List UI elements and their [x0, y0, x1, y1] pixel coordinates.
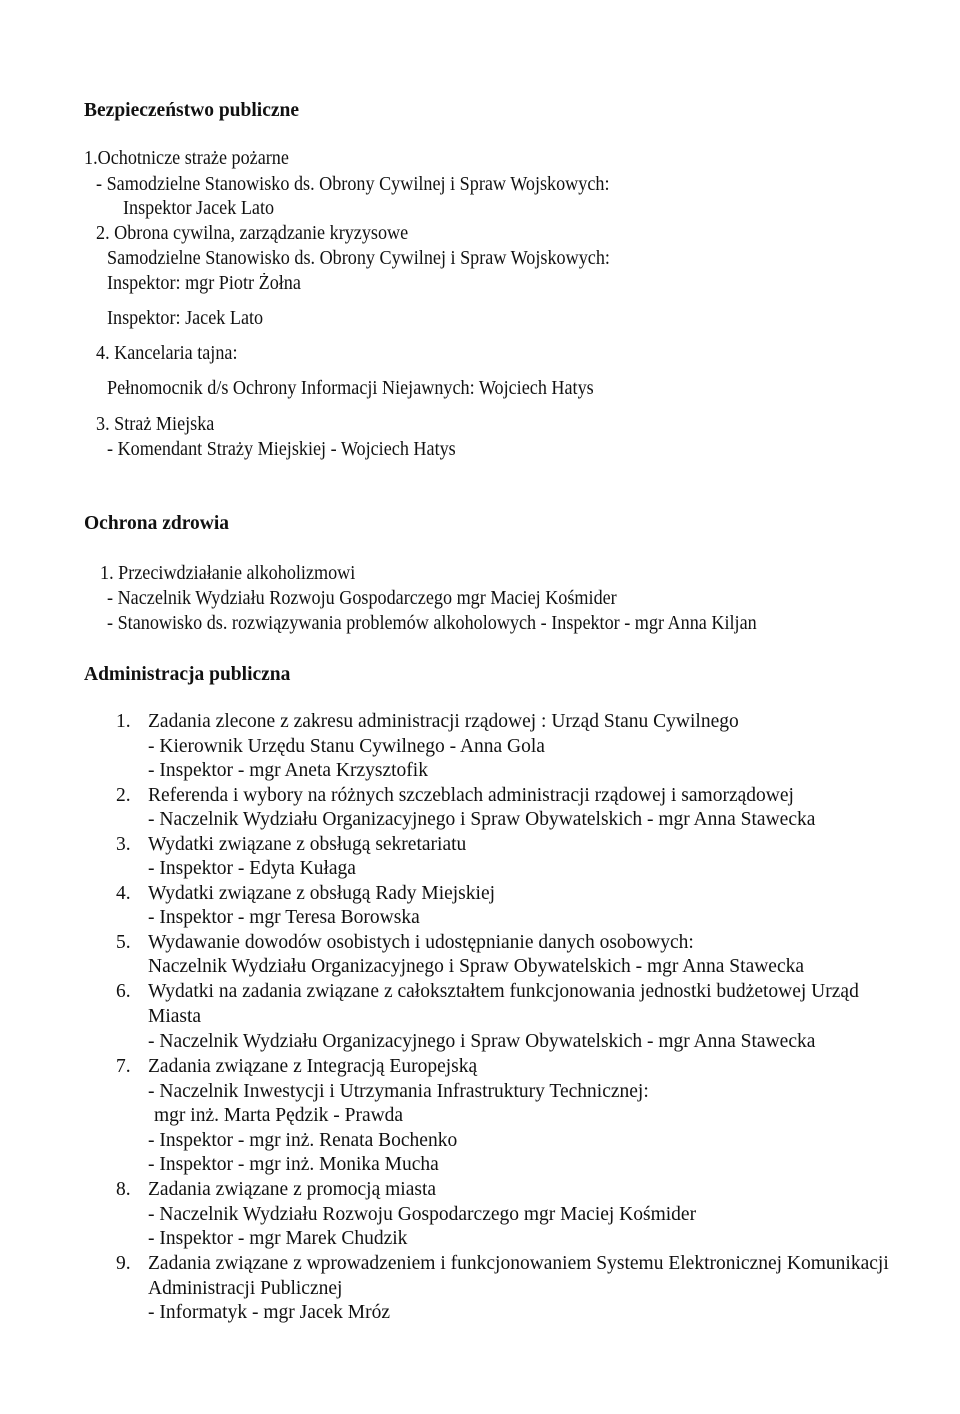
item-number: 1. — [116, 711, 131, 732]
text-line: - Inspektor - mgr inż. Monika Mucha — [148, 1154, 439, 1175]
section-heading-health: Ochrona zdrowia — [84, 513, 229, 534]
text-line: Wydawanie dowodów osobistych i udostępnianie danych osobowych: — [148, 932, 694, 953]
text-line: 1. Przeciwdziałanie alkoholizmowi — [100, 563, 356, 584]
text-line: - Naczelnik Wydziału Rozwoju Gospodarczego mgr Maciej Kośmider — [148, 1204, 697, 1225]
item-number: 4. — [116, 883, 131, 904]
text-line: mgr inż. Marta Pędzik - Prawda — [154, 1105, 404, 1126]
text-line: Pełnomocnik d/s Ochrony Informacji Niejawnych: Wojciech Hatys — [107, 378, 594, 399]
item-number: 9. — [116, 1253, 131, 1274]
text-line: Zadania związane z Integracją Europejską — [148, 1056, 478, 1077]
text-line: Administracji Publicznej — [148, 1278, 343, 1299]
section-heading-admin: Administracja publiczna — [84, 664, 291, 685]
text-line: - Kierownik Urzędu Stanu Cywilnego - Anna Gola — [148, 736, 545, 757]
text-line: Zadania związane z wprowadzeniem i funkcjonowaniem Systemu Elektronicznej Komunikacji — [148, 1253, 889, 1274]
item-number: 5. — [116, 932, 131, 953]
text-line: - Samodzielne Stanowisko ds. Obrony Cywilnej i Spraw Wojskowych: — [96, 174, 610, 195]
text-line: - Inspektor - mgr Marek Chudzik — [148, 1228, 408, 1249]
text-line: 3. Straż Miejska — [96, 414, 215, 435]
text-line: - Informatyk - mgr Jacek Mróz — [148, 1302, 391, 1323]
text-line: - Inspektor - mgr Aneta Krzysztofik — [148, 760, 428, 781]
item-number: 3. — [116, 834, 131, 855]
text-line: Zadania zlecone z zakresu administracji rządowej : Urząd Stanu Cywilnego — [148, 711, 739, 732]
text-line: 2. Obrona cywilna, zarządzanie kryzysowe — [96, 223, 409, 244]
text-line: Referenda i wybory na różnych szczeblach administracji rządowej i samorządowej — [148, 785, 794, 806]
text-line: - Inspektor - mgr inż. Renata Bochenko — [148, 1130, 458, 1151]
text-line: Samodzielne Stanowisko ds. Obrony Cywilnej i Spraw Wojskowych: — [107, 248, 610, 269]
section-heading-safety: Bezpieczeństwo publiczne — [84, 100, 300, 121]
text-line: - Naczelnik Wydziału Rozwoju Gospodarczego mgr Maciej Kośmider — [107, 588, 617, 609]
text-line: Naczelnik Wydziału Organizacyjnego i Spraw Obywatelskich - mgr Anna Stawecka — [148, 956, 805, 977]
text-line: - Komendant Straży Miejskiej - Wojciech Hatys — [107, 439, 456, 460]
text-line: - Inspektor - Edyta Kułaga — [148, 858, 356, 879]
text-line: 1.Ochotnicze straże pożarne — [84, 148, 289, 169]
text-line: 4. Kancelaria tajna: — [96, 343, 238, 364]
text-line: Miasta — [148, 1006, 202, 1027]
text-line: - Stanowisko ds. rozwiązywania problemów alkoholowych - Inspektor - mgr Anna Kiljan — [107, 613, 757, 634]
item-number: 2. — [116, 785, 131, 806]
text-line: - Inspektor - mgr Teresa Borowska — [148, 907, 420, 928]
text-line: - Naczelnik Inwestycji i Utrzymania Infrastruktury Technicznej: — [148, 1081, 649, 1102]
item-number: 7. — [116, 1056, 131, 1077]
text-line: Inspektor Jacek Lato — [123, 198, 275, 219]
item-number: 8. — [116, 1179, 131, 1200]
text-line: - Naczelnik Wydziału Organizacyjnego i Spraw Obywatelskich - mgr Anna Stawecka — [148, 809, 816, 830]
text-line: Wydatki związane z obsługą sekretariatu — [148, 834, 467, 855]
item-number: 6. — [116, 981, 131, 1002]
text-line: Wydatki na zadania związane z całokształtem funkcjonowania jednostki budżetowej Urząd — [148, 981, 859, 1002]
text-line: Zadania związane z promocją miasta — [148, 1179, 437, 1200]
text-line: - Naczelnik Wydziału Organizacyjnego i Spraw Obywatelskich - mgr Anna Stawecka — [148, 1031, 816, 1052]
text-line: Wydatki związane z obsługą Rady Miejskiej — [148, 883, 496, 904]
text-line: Inspektor: mgr Piotr Żołna — [107, 273, 301, 294]
text-line: Inspektor: Jacek Lato — [107, 308, 264, 329]
